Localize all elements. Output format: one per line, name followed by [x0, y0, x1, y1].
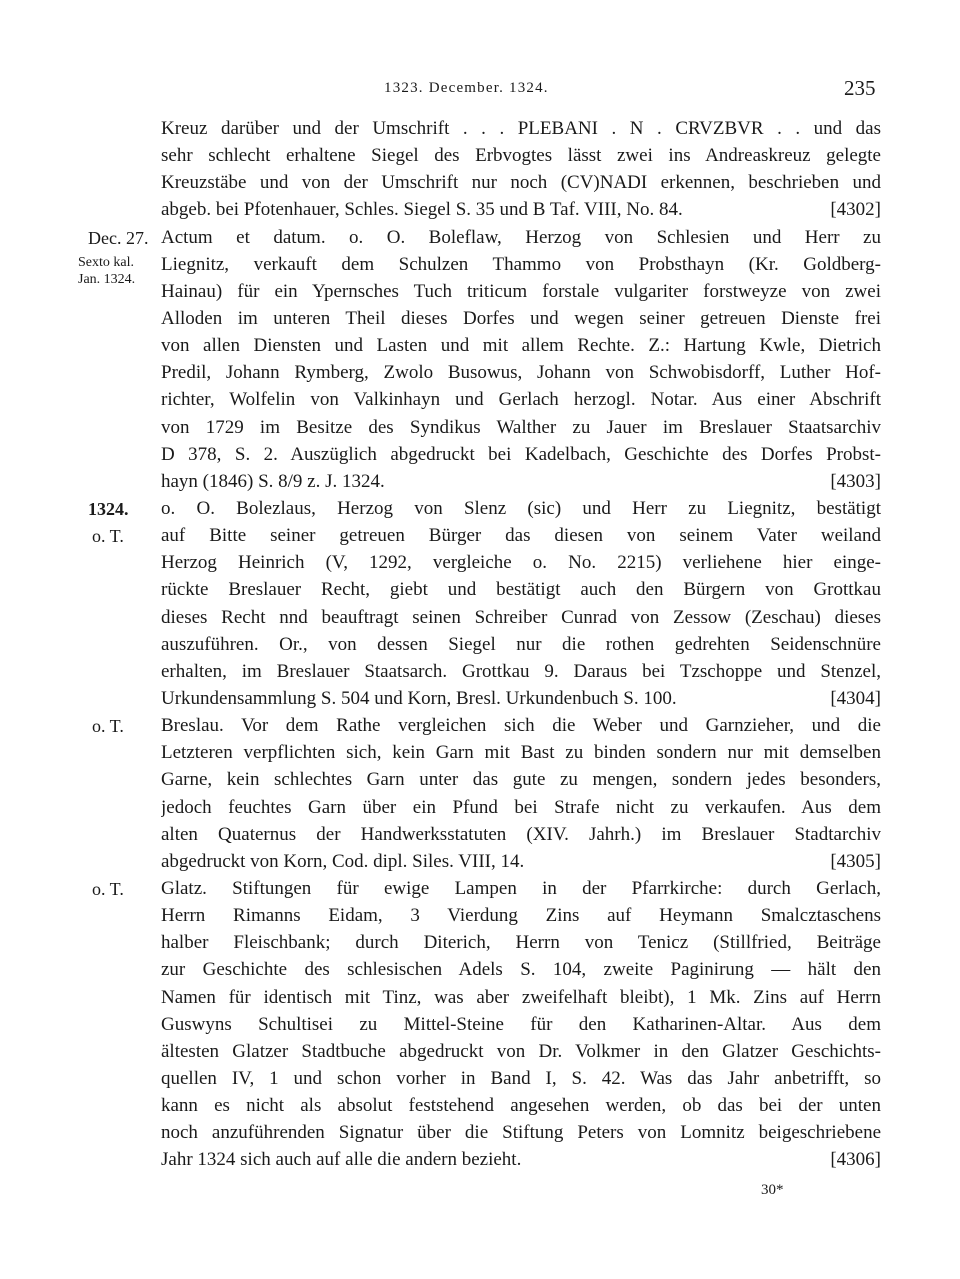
text-line: Breslau. Vor dem Rathe vergleichen sich die Weber und Garnzieher, und die — [161, 715, 881, 737]
signature-mark: 30* — [761, 1182, 784, 1198]
text-line: von 1729 im Besitze des Syndikus Walther zu Jauer im Breslauer Staatsarchiv — [161, 416, 881, 438]
text-line: Herrn Rimanns Eidam, 3 Vierdung Zins auf Heymann Smalcztaschens — [161, 905, 881, 927]
text-line: Namen für identisch mit Tinz, was aber zweifelhaft bleibt), 1 Mk. Zins auf Herrn — [161, 986, 881, 1008]
text-line: kann es nicht als absolut feststehend angesehen werden, ob das bei der unten — [161, 1095, 881, 1117]
entry-number-4302: [4302] — [830, 199, 881, 221]
text-line: sehr schlecht erhaltene Siegel des Erbvogtes lässt zwei ins Andreaskreuz gelegte — [161, 145, 881, 167]
text-line — [161, 196, 881, 223]
text-line — [161, 848, 881, 875]
text-line: halber Fleischbank; durch Diterich, Herrn von Tenicz (Stillfried, Beiträge — [161, 932, 881, 954]
margin-sexto-kal: Sexto kal. — [78, 255, 134, 270]
text-line — [161, 1146, 881, 1173]
entry-number-4306: [4306] — [830, 1149, 881, 1171]
page-number: 235 — [844, 76, 876, 100]
text-line: erhalten, im Breslauer Staatsarch. Grottkau 9. Daraus bei Tzschoppe und Stenzel, — [161, 660, 881, 682]
text-line — [161, 685, 881, 712]
margin-jan-1324: Jan. 1324. — [78, 272, 136, 287]
text-line: rückte Breslauer Recht, giebt und bestätigt auch den Bürgern von Grottkau — [161, 579, 881, 601]
line-text: abgedruckt von Korn, Cod. dipl. Siles. VIII, 14. — [161, 850, 525, 872]
line-text: abgeb. bei Pfotenhauer, Schles. Siegel S. 35 und B Taf. VIII, No. 84. — [161, 199, 683, 221]
margin-year-1324: 1324. — [88, 499, 129, 519]
text-line: quellen IV, 1 und schon vorher in Band I, S. 42. Was das Jahr anbetrifft, so — [161, 1067, 881, 1089]
text-line: von allen Diensten und Lasten und mit allem Rechte. Z.: Hartung Kwle, Dietrich — [161, 335, 881, 357]
text-line: jedoch feuchtes Garn über ein Pfund bei Strafe nicht zu verkaufen. Aus dem — [161, 796, 881, 818]
text-line: Herzog Heinrich (V, 1292, vergleiche o. No. 2215) verliehene hier einge- — [161, 552, 881, 574]
line-text: Urkundensammlung S. 504 und Korn, Bresl. Urkundenbuch S. 100. — [161, 687, 677, 709]
text-line: D 378, S. 2. Auszüglich abgedruckt bei Kadelbach, Geschichte des Dorfes Probst- — [161, 443, 881, 465]
text-line: Hainau) für ein Ypernsches Tuch triticum forstale vulgariter forstweyze von zwei — [161, 280, 881, 302]
running-head: 1323. December. 1324. — [384, 80, 549, 96]
margin-ot-4306: o. T. — [92, 879, 124, 899]
text-line: Letzteren verpflichten sich, kein Garn mit Bast zu binden sondern nur mit demselben — [161, 742, 881, 764]
entry-number-4303: [4303] — [830, 470, 881, 492]
text-line: alten Quaternus der Handwerksstatuten (XIV. Jahrh.) im Breslauer Stadtarchiv — [161, 823, 881, 845]
text-line: auf Bitte seiner getreuen Bürger das diesen von seinem Vater weiland — [161, 525, 881, 547]
text-line: Liegnitz, verkauft dem Schulzen Thammo von Probsthayn (Kr. Goldberg- — [161, 253, 881, 275]
text-line: Glatz. Stiftungen für ewige Lampen in der Pfarrkirche: durch Gerlach, — [161, 877, 881, 899]
margin-date-dec-27: Dec. 27. — [88, 228, 149, 248]
text-line: Guswyns Schultisei zu Mittel-Steine für den Katharinen-Altar. Aus dem — [161, 1013, 881, 1035]
text-line: Garne, kein schlechtes Garn unter das gute zu mengen, sondern jedes besonders, — [161, 769, 881, 791]
margin-ot-4305: o. T. — [92, 716, 124, 736]
line-text: Jahr 1324 sich auch auf alle die andern bezieht. — [161, 1149, 522, 1171]
entry-number-4305: [4305] — [830, 850, 881, 872]
text-line: noch anzuführenden Signatur über die Stiftung Peters von Lomnitz beigeschriebene — [161, 1122, 881, 1144]
margin-ot-4304: o. T. — [92, 526, 124, 546]
entry-number-4304: [4304] — [830, 687, 881, 709]
text-line: dieses Recht nnd beauftragt seinen Schreiber Cunrad von Zessow (Zeschau) dieses — [161, 606, 881, 628]
text-line: Alloden im unteren Theil dieses Dorfes und wegen seiner getreuen Dienste frei — [161, 307, 881, 329]
text-line: Kreuzstäbe und von der Umschrift nur noch (CV)NADI erkennen, beschrieben und — [161, 172, 881, 194]
text-line: Kreuz darüber und der Umschrift . . . PLEBANI . N . CRVZBVR . . und das — [161, 118, 881, 139]
text-line — [161, 468, 881, 495]
body-text — [161, 115, 881, 1173]
text-line: zur Geschichte des schlesischen Adels S. 104, zweite Paginirung — hält den — [161, 959, 881, 981]
text-line: ältesten Glatzer Stadtbuche abgedruckt von Dr. Volkmer in den Glatzer Geschichts- — [161, 1040, 881, 1062]
text-line: o. O. Bolezlaus, Herzog von Slenz (sic) und Herr zu Liegnitz, bestätigt — [161, 497, 881, 519]
line-text: hayn (1846) S. 8/9 z. J. 1324. — [161, 470, 385, 492]
text-line: richter, Wolfelin von Valkinhayn und Gerlach herzogl. Notar. Aus einer Abschrift — [161, 389, 881, 411]
text-line: Actum et datum. o. O. Boleflaw, Herzog von Schlesien und Herr zu — [161, 226, 881, 248]
text-line: Predil, Johann Rymberg, Zwolo Busowus, Johann von Schwobisdorff, Luther Hof- — [161, 362, 881, 384]
text-line: auszuführen. Or., von dessen Siegel nur die rothen gedrehten Seidenschnüre — [161, 633, 881, 655]
